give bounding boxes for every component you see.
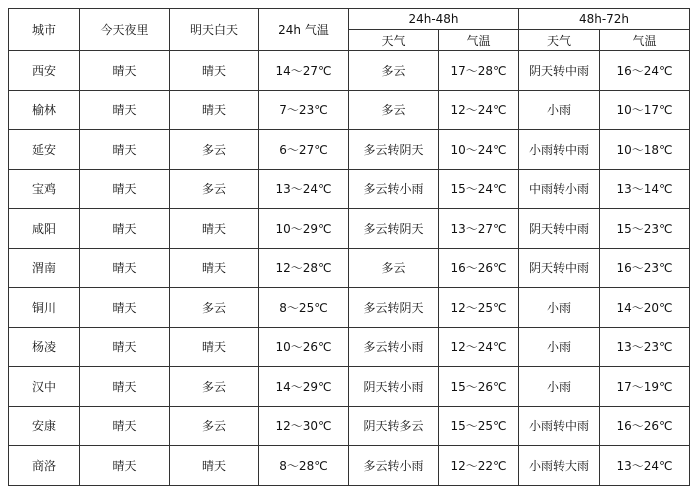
cell-tomorrow-day: 晴天 <box>170 248 259 288</box>
cell-weather-48-72h: 阴天转中雨 <box>519 51 600 91</box>
header-group-48-72h: 48h-72h <box>519 9 690 30</box>
cell-weather-24-48h: 多云转小雨 <box>349 169 439 209</box>
cell-weather-24-48h: 多云转阴天 <box>349 288 439 328</box>
cell-city: 铜川 <box>9 288 80 328</box>
cell-temp-24-48h: 13～27℃ <box>439 209 519 249</box>
cell-weather-24-48h: 多云转小雨 <box>349 446 439 486</box>
cell-tonight: 晴天 <box>80 51 170 91</box>
cell-weather-24-48h: 阴天转多云 <box>349 406 439 446</box>
cell-temp-24h: 12～28℃ <box>259 248 349 288</box>
header-weather-24-48h: 天气 <box>349 30 439 51</box>
header-group-24-48h: 24h-48h <box>349 9 519 30</box>
cell-weather-48-72h: 小雨 <box>519 288 600 328</box>
cell-weather-48-72h: 阴天转中雨 <box>519 209 600 249</box>
cell-tomorrow-day: 晴天 <box>170 209 259 249</box>
table-row <box>9 209 690 249</box>
cell-temp-24h: 8～25℃ <box>259 288 349 328</box>
cell-city: 咸阳 <box>9 209 80 249</box>
cell-tomorrow-day: 晴天 <box>170 90 259 130</box>
cell-temp-24h: 14～27℃ <box>259 51 349 91</box>
cell-temp-48-72h: 10～18℃ <box>600 130 690 170</box>
cell-tomorrow-day: 多云 <box>170 169 259 209</box>
cell-city: 安康 <box>9 406 80 446</box>
cell-temp-24-48h: 12～25℃ <box>439 288 519 328</box>
cell-temp-48-72h: 14～20℃ <box>600 288 690 328</box>
cell-city: 宝鸡 <box>9 169 80 209</box>
cell-weather-24-48h: 多云 <box>349 248 439 288</box>
cell-temp-24-48h: 12～24℃ <box>439 327 519 367</box>
cell-tonight: 晴天 <box>80 288 170 328</box>
cell-temp-24h: 14～29℃ <box>259 367 349 407</box>
weather-forecast-table <box>8 8 690 486</box>
cell-temp-48-72h: 17～19℃ <box>600 367 690 407</box>
table-row <box>9 169 690 209</box>
header-weather-48-72h: 天气 <box>519 30 600 51</box>
header-temp-24-48h: 气温 <box>439 30 519 51</box>
cell-temp-24-48h: 15～25℃ <box>439 406 519 446</box>
cell-city: 杨凌 <box>9 327 80 367</box>
cell-tonight: 晴天 <box>80 169 170 209</box>
table-row <box>9 51 690 91</box>
cell-city: 渭南 <box>9 248 80 288</box>
table-row <box>9 367 690 407</box>
cell-temp-48-72h: 13～14℃ <box>600 169 690 209</box>
cell-temp-48-72h: 16～24℃ <box>600 51 690 91</box>
cell-weather-48-72h: 小雨转中雨 <box>519 406 600 446</box>
cell-temp-24-48h: 10～24℃ <box>439 130 519 170</box>
cell-temp-24-48h: 17～28℃ <box>439 51 519 91</box>
cell-weather-48-72h: 小雨转大雨 <box>519 446 600 486</box>
cell-tonight: 晴天 <box>80 248 170 288</box>
cell-temp-48-72h: 13～23℃ <box>600 327 690 367</box>
cell-tomorrow-day: 多云 <box>170 288 259 328</box>
cell-temp-24h: 6～27℃ <box>259 130 349 170</box>
cell-tomorrow-day: 多云 <box>170 406 259 446</box>
table-row <box>9 288 690 328</box>
cell-weather-24-48h: 多云转阴天 <box>349 209 439 249</box>
cell-temp-24-48h: 16～26℃ <box>439 248 519 288</box>
table-row <box>9 406 690 446</box>
cell-temp-24h: 10～29℃ <box>259 209 349 249</box>
cell-tomorrow-day: 多云 <box>170 130 259 170</box>
table-row <box>9 327 690 367</box>
cell-weather-24-48h: 多云 <box>349 51 439 91</box>
cell-temp-48-72h: 16～26℃ <box>600 406 690 446</box>
cell-city: 汉中 <box>9 367 80 407</box>
cell-tomorrow-day: 晴天 <box>170 51 259 91</box>
cell-temp-48-72h: 13～24℃ <box>600 446 690 486</box>
cell-temp-48-72h: 10～17℃ <box>600 90 690 130</box>
cell-tonight: 晴天 <box>80 406 170 446</box>
cell-temp-24-48h: 15～24℃ <box>439 169 519 209</box>
table-row <box>9 90 690 130</box>
header-temp-24h: 24h 气温 <box>259 9 349 51</box>
cell-tomorrow-day: 晴天 <box>170 327 259 367</box>
cell-tonight: 晴天 <box>80 367 170 407</box>
cell-temp-24-48h: 12～22℃ <box>439 446 519 486</box>
cell-temp-48-72h: 15～23℃ <box>600 209 690 249</box>
table-row <box>9 130 690 170</box>
cell-tonight: 晴天 <box>80 327 170 367</box>
cell-weather-24-48h: 多云 <box>349 90 439 130</box>
cell-temp-48-72h: 16～23℃ <box>600 248 690 288</box>
cell-temp-24h: 13～24℃ <box>259 169 349 209</box>
cell-temp-24h: 12～30℃ <box>259 406 349 446</box>
header-temp-48-72h: 气温 <box>600 30 690 51</box>
cell-city: 西安 <box>9 51 80 91</box>
cell-tomorrow-day: 晴天 <box>170 446 259 486</box>
cell-weather-48-72h: 阴天转中雨 <box>519 248 600 288</box>
cell-temp-24h: 10～26℃ <box>259 327 349 367</box>
cell-temp-24h: 8～28℃ <box>259 446 349 486</box>
cell-city: 榆林 <box>9 90 80 130</box>
cell-weather-24-48h: 阴天转小雨 <box>349 367 439 407</box>
header-city: 城市 <box>9 9 80 51</box>
cell-tomorrow-day: 多云 <box>170 367 259 407</box>
cell-tonight: 晴天 <box>80 130 170 170</box>
table-row <box>9 248 690 288</box>
header-tomorrow-day: 明天白天 <box>170 9 259 51</box>
cell-weather-48-72h: 小雨 <box>519 90 600 130</box>
cell-tonight: 晴天 <box>80 209 170 249</box>
cell-tonight: 晴天 <box>80 90 170 130</box>
cell-weather-24-48h: 多云转阴天 <box>349 130 439 170</box>
cell-weather-48-72h: 中雨转小雨 <box>519 169 600 209</box>
cell-temp-24-48h: 12～24℃ <box>439 90 519 130</box>
cell-temp-24h: 7～23℃ <box>259 90 349 130</box>
table-row <box>9 446 690 486</box>
header-tonight: 今天夜里 <box>80 9 170 51</box>
cell-city: 商洛 <box>9 446 80 486</box>
cell-temp-24-48h: 15～26℃ <box>439 367 519 407</box>
cell-weather-24-48h: 多云转小雨 <box>349 327 439 367</box>
cell-city: 延安 <box>9 130 80 170</box>
cell-weather-48-72h: 小雨转中雨 <box>519 130 600 170</box>
cell-weather-48-72h: 小雨 <box>519 327 600 367</box>
cell-tonight: 晴天 <box>80 446 170 486</box>
cell-weather-48-72h: 小雨 <box>519 367 600 407</box>
